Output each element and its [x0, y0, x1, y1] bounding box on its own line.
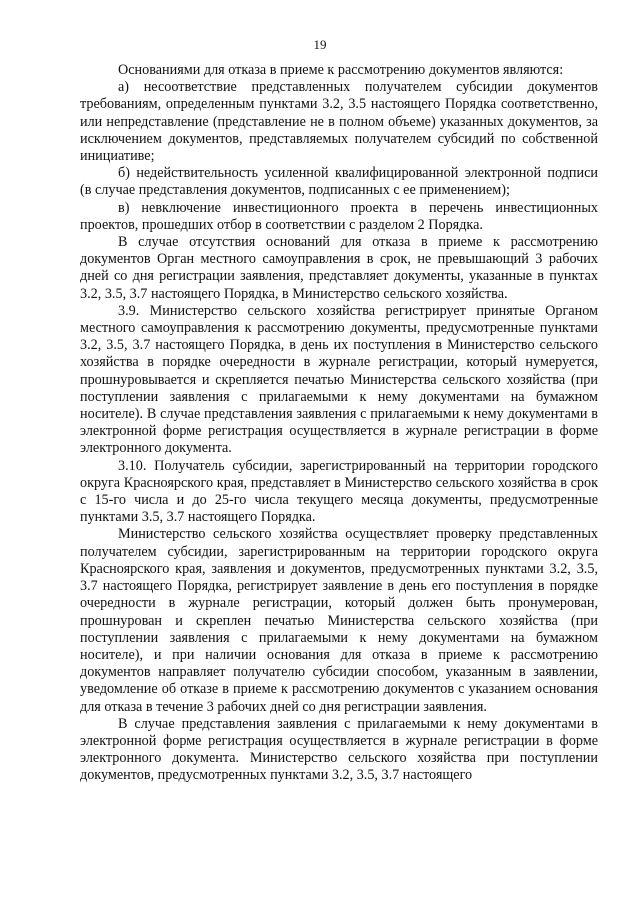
document-body	[80, 62, 598, 785]
paragraph-electronic-form: В случае представления заявления с прилагаемыми к нему документами в электронной форме регистрация осуществляется в журнале регистрации в форме электронного документа. Министерство сельского хозяйства при поступлении документов, предусмотренных пунктами 3.2, 3.5, 3.7 настоящего	[80, 715, 598, 784]
paragraph-ground-a: а) несоответствие представленных получателем субсидии документов требованиям, определенным пунктами 3.2, 3.5 настоящего Порядка соответственно, или непредставление (представление не в полном объеме) указанных документов, за исключением документов, представляемых получателем субсидий по собственной инициативе;	[80, 79, 598, 165]
paragraph-refusal-grounds-intro: Основаниями для отказа в приеме к рассмотрению документов являются:	[118, 62, 564, 78]
paragraph-no-grounds: В случае отсутствия оснований для отказа в приеме к рассмотрению документов Орган местного самоуправления в срок, не превышающий 3 рабочих дней со дня регистрации заявления, представляет документы, указанные в пунктах 3.2, 3.5, 3.7 настоящего Порядка, в Министерство сельского хозяйства.	[80, 234, 598, 302]
paragraph-3-9: 3.9. Министерство сельского хозяйства регистрирует принятые Органом местного самоуправления к рассмотрению документы, предусмотренные пунктами 3.2, 3.5, 3.7 настоящего Порядка, в день их поступления в Министерство сельского хозяйства в порядке очередности в журнале регистрации, который нумеруется, прошнуровывается и скрепляется печатью Министерства сельского хозяйства (при поступлении заявления с прилагаемыми к нему документами на бумажном носителе). В случае представления заявления с прилагаемыми к нему документами в электронной форме регистрация осуществляется в журнале регистрации в форме электронного документа.	[80, 302, 598, 457]
paragraph-ministry-check: Министерство сельского хозяйства осуществляет проверку представленных получателем субсидии, зарегистрированным на территории городского округа Красноярского края, заявления и документов, предусмотренных пунктами 3.2, 3.5, 3.7 настоящего Порядка, регистрирует заявление в день его поступления в порядке очередности в журнале регистрации, который должен быть пронумерован, прошнурован и скреплен печатью Министерства сельского хозяйства (при поступлении заявления с прилагаемыми к нему документами на бумажном носителе), и при наличии основания для отказа в приеме к рассмотрению документов направляет получателю субсидии способом, указанным в заявлении, уведомление об отказе в приеме к рассмотрению документов с указанием основания для отказа в течение 3 рабочих дней со дня регистрации заявления.	[80, 526, 598, 715]
paragraph-ground-b: б) недействительность усиленной квалифицированной электронной подписи (в случае представления документов, подписанных с ее применением);	[80, 165, 598, 199]
paragraph-ground-c: в) невключение инвестиционного проекта в перечень инвестиционных проектов, прошедших отбор в соответствии с разделом 2 Порядка.	[80, 199, 598, 233]
page-number: 19	[313, 37, 327, 52]
paragraph-3-10: 3.10. Получатель субсидии, зарегистрированный на территории городского округа Красноярского края, представляет в Министерство сельского хозяйства в срок с 15-го числа и до 25-го числа текущего месяца документы, предусмотренные пунктами 3.5, 3.7 настоящего Порядка.	[80, 457, 598, 526]
